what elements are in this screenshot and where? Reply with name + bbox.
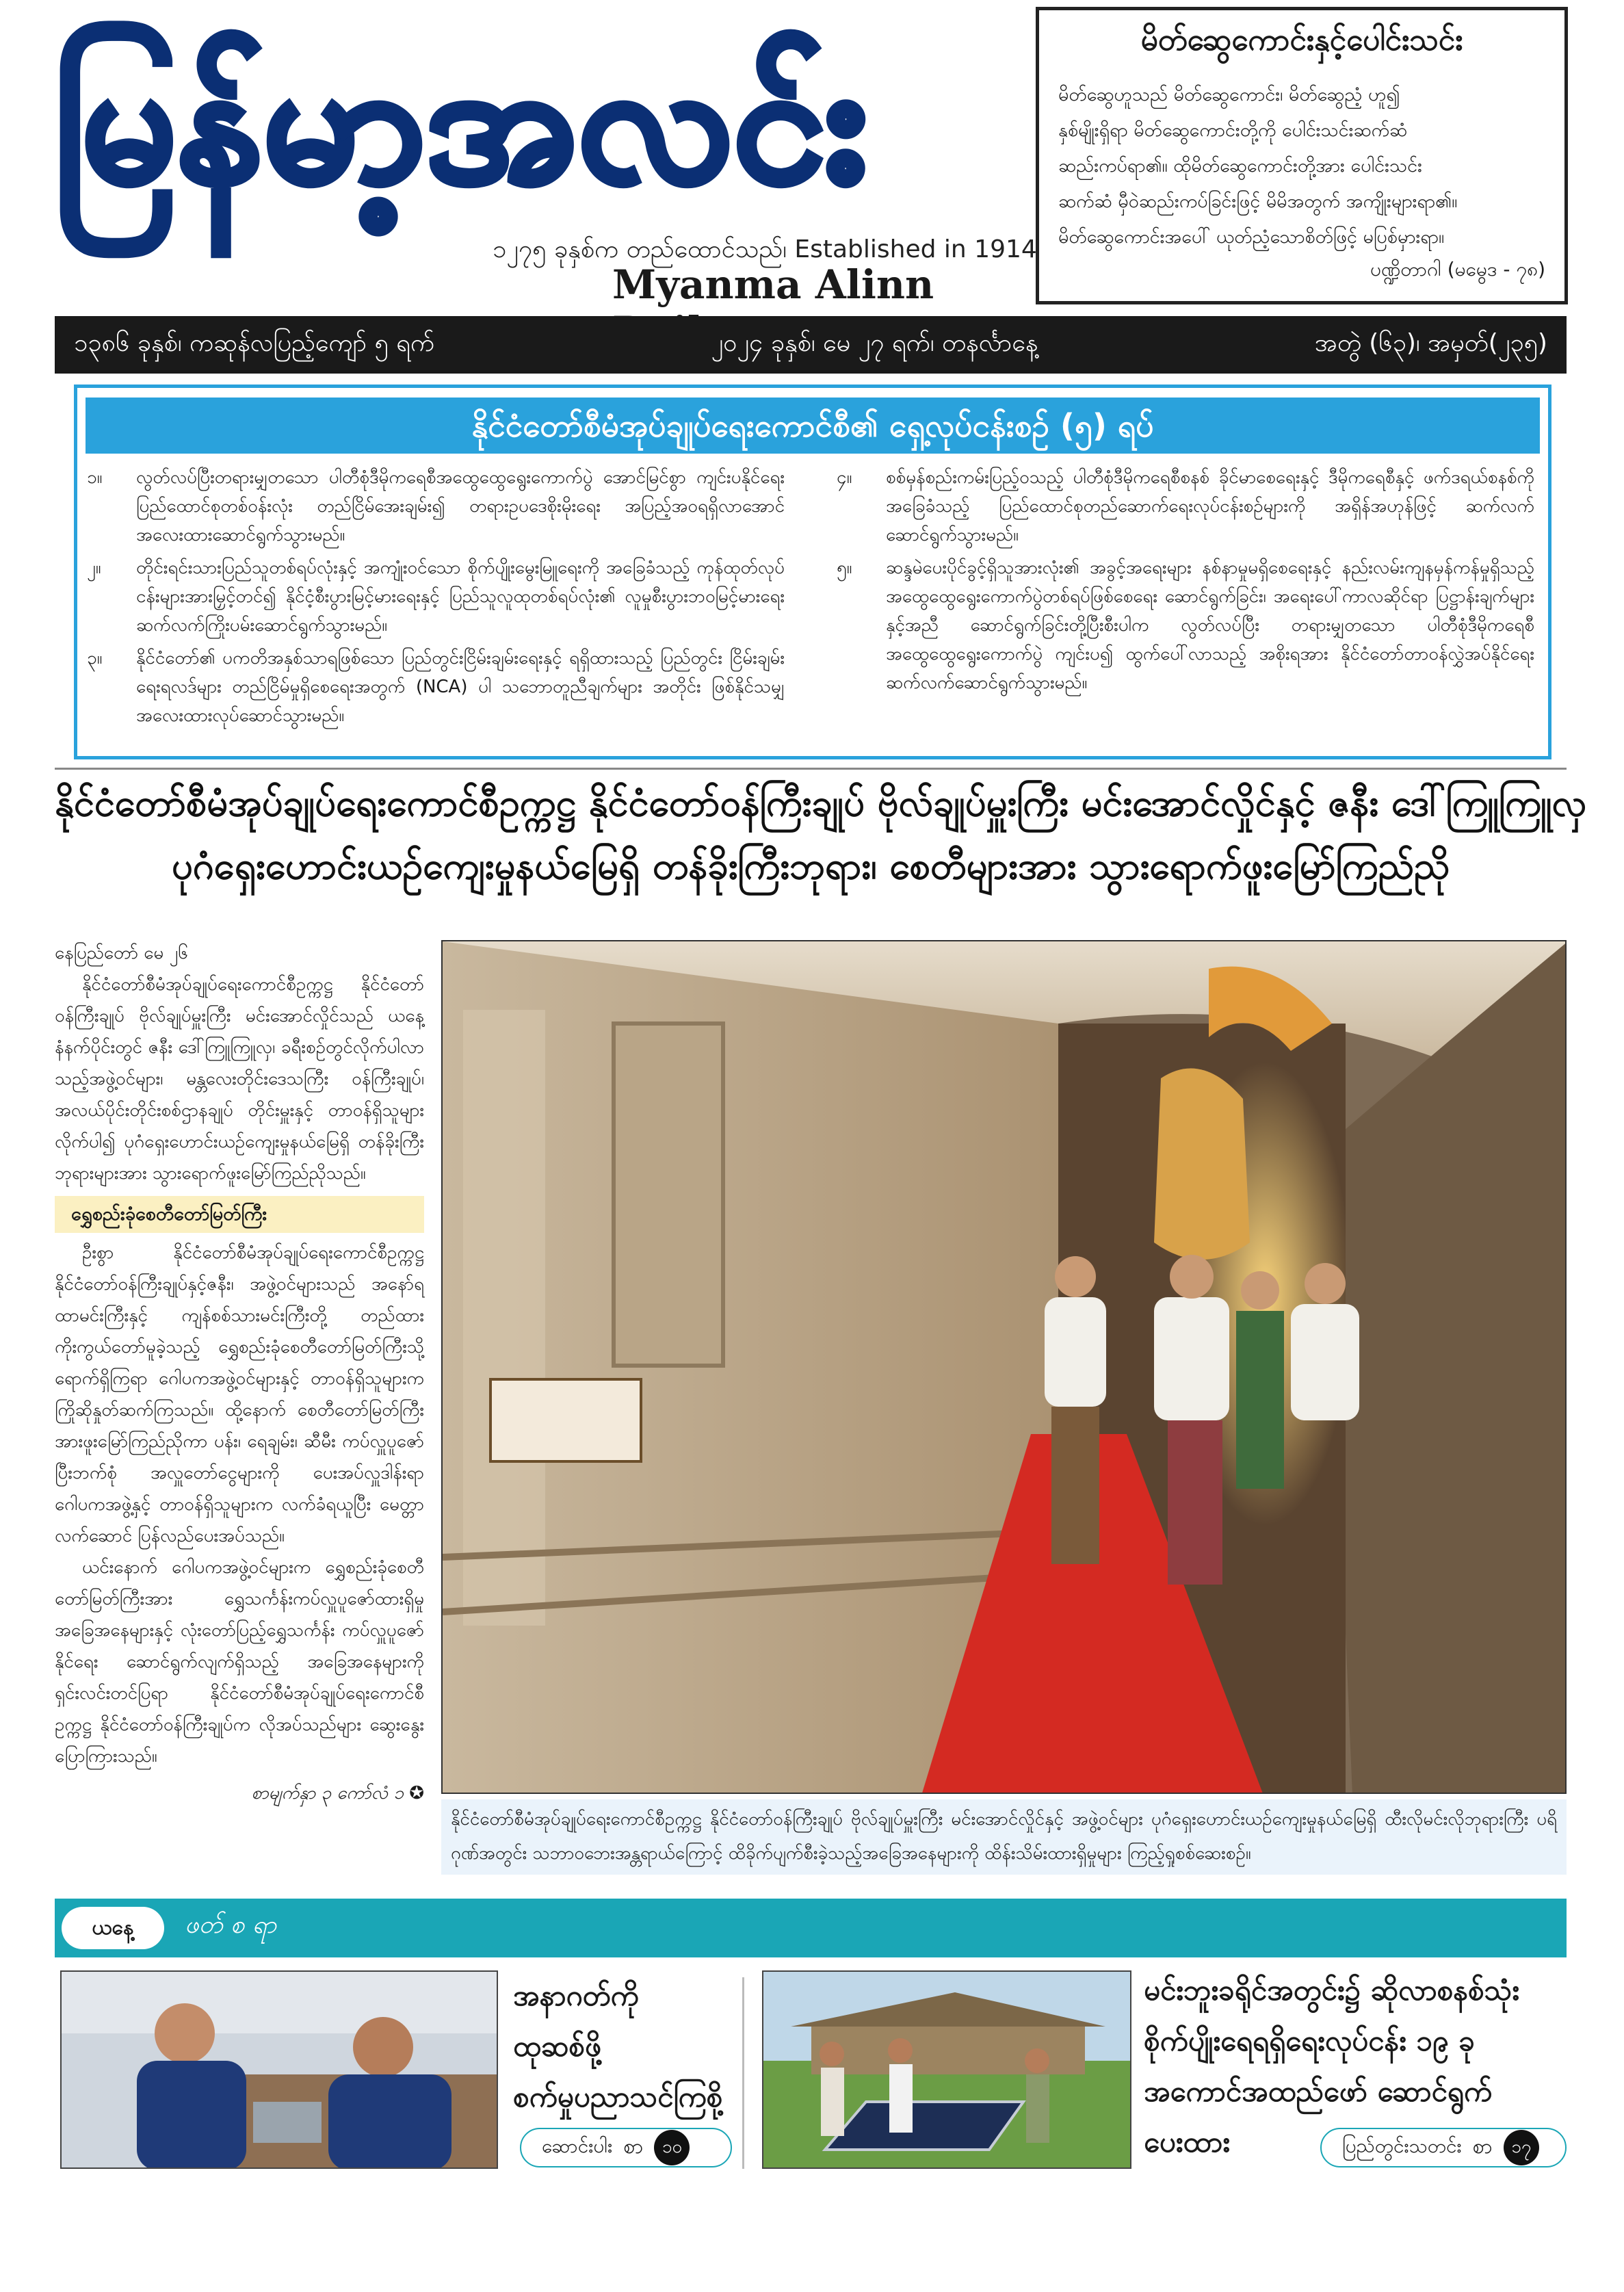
- article-paragraph: နိုင်ငံတော်စီမံအုပ်ချုပ်ရေးကောင်စီဥက္ကဋ္ဌ နိုင်ငံတော်ဝန်ကြီးချုပ် ဗိုလ်ချုပ်မှူးကြီး မင်းအောင်လှိုင်သည် ယနေ့နံနက်ပိုင်းတွင် ဇနီး ဒေါ်ကြူကြူလှ၊ ခရီးစဉ်တွင်လိုက်ပါလာသည့်အဖွဲ့ဝင်များ၊ မန္တလေးတိုင်းဒေသကြီး ဝန်ကြီးချုပ်၊ အလယ်ပိုင်းတိုင်းစစ်ဌာနချုပ် တိုင်းမှူးနှင့် တာဝန်ရှိသူများ လိုက်ပါ၍ ပုဂံရှေးဟောင်းယဉ်ကျေးမှုနယ်မြေရှိ တန်ခိုးကြီးဘုရားများအား သွားရောက်ဖူးမြော်ကြည်ညိုသည်။: [55, 974, 424, 1184]
- inside-label: ဖတ် စ ရာ: [185, 1911, 277, 1939]
- headline-rule: [55, 768, 1567, 770]
- objective-text: စစ်မှန်စည်းကမ်းပြည့်ဝသည့် ပါတီစုံဒီမိုကရေစီစနစ် ခိုင်မာစေရေးနှင့် ဒီမိုကရေစီနှင့် ဖက်ဒရယ်စနစ်ကိုအခြေခံသည့် ပြည်ထောင်စုတည်ဆောက်ရေးလုပ်ငန်းစဉ်များကို အရှိန်အဟုန်ဖြင့် ဆက်လက်ဆောင်ရွက်သွားမည်။: [886, 467, 1534, 545]
- promo-title-line: စက်မှုပညာသင်ကြစို့: [513, 2080, 723, 2113]
- quote-source: ပဏ္ဍိတာဂါ (မမွေဒ - ၇၈): [1370, 258, 1545, 281]
- today-tag: ယနေ့: [62, 1907, 164, 1949]
- objectives-column-left: [87, 463, 785, 734]
- promo-divider: [742, 1977, 744, 2169]
- masthead: [55, 14, 1040, 315]
- quote-line: ဆည်းကပ်ရာ၏။ ထိုမိတ်ဆွေကောင်းတို့အား ပေါင်းသင်း: [1058, 155, 1422, 177]
- quote-body: [1058, 77, 1545, 255]
- quote-line: မိတ်ဆွေဟူသည် မိတ်ဆွေကောင်း၊ မိတ်ဆွေညံ့ ဟူ၍: [1058, 84, 1400, 105]
- objectives-box: [74, 385, 1551, 759]
- article-paragraph: ဦးစွာ နိုင်ငံတော်စီမံအုပ်ချုပ်ရေးကောင်စီဥက္ကဋ္ဌ နိုင်ငံတော်ဝန်ကြီးချုပ်နှင့်ဇနီး၊ အဖွဲ့ဝင်များသည် အနော်ရထာမင်းကြီးနှင့် ကျန်စစ်သားမင်းကြီးတို့ တည်ထားကိုးကွယ်တော်မူခဲ့သည့် ရွှေစည်းခုံစေတီတော်မြတ်ကြီးသို့ ရောက်ရှိကြရာ ဂေါပကအဖွဲ့ဝင်များနှင့် တာဝန်ရှိသူများက ကြိုဆိုနှုတ်ဆက်ကြသည်။ ထို့နောက် စေတီတော်မြတ်ကြီးအားဖူးမြော်ကြည်ညိုကာ ပန်း၊ ရေချမ်း၊ ဆီမီး ကပ်လှူပူဇော်ပြီးဘက်စုံ အလှူတော်ငွေများကို ပေးအပ်လှူဒါန်းရာ ဂေါပကအဖွဲ့နှင့် တာဝန်ရှိသူများက လက်ခံရယူပြီး မေတ္တာ လက်ဆောင် ပြန်လည်ပေးအပ်သည်။: [55, 1242, 424, 1546]
- objectives-title: နိုင်ငံတော်စီမံအုပ်ချုပ်ရေးကောင်စီ၏ ရှေ့လုပ်ငန်းစဉ် (၅) ရပ်: [86, 398, 1540, 454]
- quote-title: မိတ်ဆွေကောင်းနှင့်ပေါင်းသင်း: [1140, 23, 1463, 57]
- promo-section: ပြည်တွင်းသတင်း: [1342, 2135, 1462, 2157]
- promo-headline-1[interactable]: [513, 1970, 732, 2135]
- promo-title-line: ပေးထား: [1144, 2125, 1230, 2159]
- promo-title-line: စိုက်ပျိုးရေရရှိရေးလုပ်ငန်း ၁၉ ခု: [1144, 2024, 1475, 2057]
- established-line: ၁၂၇၅ ခုနှစ်က တည်ထောင်သည်၊ Established in 1914: [493, 235, 1037, 263]
- date-bar: [55, 316, 1567, 374]
- headline-line-1: နိုင်ငံတော်စီမံအုပ်ချုပ်ရေးကောင်စီဥက္ကဋ္ဌ နိုင်ငံတော်ဝန်ကြီးချုပ် ဗိုလ်ချုပ်မှူးကြီး မင်းအောင်လှိုင်နှင့် ဇနီး ဒေါ်ကြူကြူလှ: [55, 781, 1587, 824]
- quote-line: နှစ်မျိုးရှိရာ မိတ်ဆွေကောင်းတို့ကို ပေါင်းသင်းဆက်ဆံ: [1058, 120, 1408, 141]
- volume-number: အတွဲ (၆၃)၊ အမှတ်(၂၃၅): [1314, 329, 1547, 357]
- english-title: Myanma Alinn: [612, 261, 934, 308]
- objective-number: ၂။: [87, 558, 101, 578]
- objectives-column-right: [837, 463, 1534, 701]
- objective-number: ၅။: [837, 558, 852, 578]
- objective-text: နိုင်ငံတော်၏ ပကတိအနှစ်သာရဖြစ်သော ပြည်တွင်းငြိမ်းချမ်းရေးနှင့် ရရှိထားသည့် ပြည်တွင်း ငြိမ်းချမ်းရေးရလဒ်များ တည်ငြိမ်မှုရှိစေရေးအတွက် (NCA) ပါ သဘောတူညီချက်များ အတိုင်း ဖြစ်နိုင်သမျှ အလေးထားလုပ်ဆောင်သွားမည်။: [136, 648, 785, 726]
- continued-link[interactable]: စာမျက်နှာ ၃ ကော်လံ ၁ ✪: [251, 1783, 424, 1803]
- objective-text: လွတ်လပ်ပြီးတရားမျှတသော ပါတီစုံဒီမိုကရေစီအထွေထွေရွေးကောက်ပွဲ အောင်မြင်စွာ ကျင်းပနိုင်ရေး ပြည်ထောင်စုတစ်ဝန်းလုံး တည်ငြိမ်အေးချမ်း၍ တရားဥပဒေစိုးမိုးရေး အပြည့်အဝရရှိလာအောင် အလေးထားဆောင်ရွက်သွားမည်။: [136, 467, 785, 545]
- dateline: နေပြည်တော် မေ ၂၆: [55, 943, 188, 963]
- newspaper-title: မြန်မာ့အလင်း: [55, 27, 868, 219]
- page-number: ၁၇: [1504, 2130, 1539, 2165]
- objective-item: [87, 463, 785, 549]
- objective-item: [837, 554, 1534, 697]
- quote-line: မိတ်ဆွေကောင်းအပေါ် ယုတ်ညံ့သောစိတ်ဖြင့် မပြစ်မှားရာ။: [1058, 226, 1445, 248]
- gregorian-date: ၂၀၂၄ ခုနှစ်၊ မေ ၂၇ ရက်၊ တနင်္လာနေ့: [711, 329, 1038, 357]
- promo-image-vocational[interactable]: [60, 1970, 498, 2169]
- headline-line-2: ပုဂံရှေးဟောင်းယဉ်ကျေးမှုနယ်မြေရှိ တန်ခိုးကြီးဘုရား၊ စေတီများအား သွားရောက်ဖူးမြော်ကြည်ညို: [171, 844, 1450, 887]
- objective-number: ၁။: [87, 467, 103, 488]
- objective-item: [87, 554, 785, 640]
- promo-title-line: အကောင်အထည်ဖော် ဆောင်ရွက်: [1144, 2074, 1493, 2108]
- page-label: စာ: [1472, 2134, 1493, 2159]
- article-paragraph: ယင်းနောက် ဂေါပကအဖွဲ့ဝင်များက ရွှေစည်းခုံစေတီတော်မြတ်ကြီးအား ရွှေသင်္ကန်းကပ်လှူပူဇော်ထားရှိမှု အခြေအနေများနှင့် လုံးတော်ပြည့်ရွှေသင်္ကန်း ကပ်လှူပူဇော်နိုင်ရေး ဆောင်ရွက်လျက်ရှိသည့် အခြေအနေများကို ရှင်းလင်းတင်ပြရာ နိုင်ငံတော်စီမံအုပ်ချုပ်ရေးကောင်စီဥက္ကဋ္ဌ နိုင်ငံတော်ဝန်ကြီးချုပ်က လိုအပ်သည်များ ဆွေးနွေးပြောကြားသည်။: [55, 1557, 424, 1767]
- promo-title-line: ထုဆစ်ဖို့: [513, 2029, 601, 2063]
- promo-page-ref-2[interactable]: [1320, 2128, 1567, 2167]
- promo-page-ref-1[interactable]: [520, 2128, 732, 2167]
- promo-image-solar[interactable]: [762, 1970, 1131, 2169]
- promo-title-line: မင်းဘူးခရိုင်အတွင်း၌ ဆိုလာစနစ်သုံး: [1144, 1973, 1519, 2007]
- page-label: စာ: [623, 2134, 644, 2159]
- objective-text: ဆန္ဒမဲပေးပိုင်ခွင့်ရှိသူအားလုံး၏ အခွင့်အရေးများ နစ်နာမှုမရှိစေရေးနှင့် နည်းလမ်းကျနမှန်ကန်မှုရှိသည့် အထွေထွေရွေးကောက်ပွဲတစ်ရပ်ဖြစ်စေရေး ဆောင်ရွက်ခြင်း၊ အရေးပေါ်ကာလဆိုင်ရာ ပြဋ္ဌာန်းချက်များနှင့်အညီ ဆောင်ရွက်ခြင်းတို့ပြီးစီးပါက လွတ်လပ်ပြီး တရားမျှတသော ပါတီစုံဒီမိုကရေစီအထွေထွေရွေးကောက်ပွဲ ကျင်းပ၍ ထွက်ပေါ်လာသည့် အစိုးရအား နိုင်ငံတော်တာဝန်လွှဲအပ်နိုင်ရေး ဆက်လက်ဆောင်ရွက်သွားမည်။: [886, 558, 1534, 693]
- objective-item: [837, 463, 1534, 549]
- myanmar-date: ၁၃၈၆ ခုနှစ်၊ ကဆုန်လပြည့်ကျော် ၅ ရက်: [74, 329, 435, 357]
- objective-number: ၃။: [87, 648, 103, 668]
- article-subhead: ရွှေစည်းခုံစေတီတော်မြတ်ကြီး: [55, 1196, 424, 1233]
- photo-caption: နိုင်ငံတော်စီမံအုပ်ချုပ်ရေးကောင်စီဥက္ကဋ္ဌ နိုင်ငံတော်ဝန်ကြီးချုပ် ဗိုလ်ချုပ်မှူးကြီး မင်းအောင်လှိုင်နှင့် အဖွဲ့ဝင်များ ပုဂံရှေးဟောင်းယဉ်ကျေးမှုနယ်မြေရှိ ထီးလိုမင်းလိုဘုရားကြီး ပရိဂုဏ်အတွင်း သဘာဝဘေးအန္တရာယ်ကြောင့် ထိခိုက်ပျက်စီးခဲ့သည့်အခြေအနေများကို ထိန်းသိမ်းထားရှိမှုများ ကြည့်ရှုစစ်ဆေးစဉ်။: [441, 1799, 1567, 1875]
- inside-pages-strip: [55, 1899, 1567, 1957]
- objective-number: ၄။: [837, 467, 852, 488]
- page-number: ၁၀: [654, 2130, 690, 2165]
- lead-photo: [441, 940, 1567, 1794]
- promo-title-line: အနာဂတ်ကို: [513, 1979, 639, 2012]
- promo-section: ဆောင်းပါး: [542, 2135, 613, 2157]
- quote-box: [1036, 7, 1568, 304]
- objective-text: တိုင်းရင်းသားပြည်သူတစ်ရပ်လုံးနှင့် အကျုံးဝင်သော စိုက်ပျိုးမွေးမြူရေးကို အခြေခံသည့် ကုန်ထုတ်လုပ်ငန်းများအားမြှင့်တင်၍ နိုင်ငံ့စီးပွားမြင့်မားရေးနှင့် ပြည်သူလူထုတစ်ရပ်လုံး၏ လူမှုစီးပွားဘဝမြင့်မားရေး ဆက်လက်ကြိုးပမ်းဆောင်ရွက်သွားမည်။: [136, 558, 785, 636]
- objective-item: [87, 644, 785, 730]
- quote-line: ဆက်ဆံ မှီဝဲဆည်းကပ်ခြင်းဖြင့် မိမိအတွက် အကျိုးများရာ၏။: [1058, 191, 1458, 212]
